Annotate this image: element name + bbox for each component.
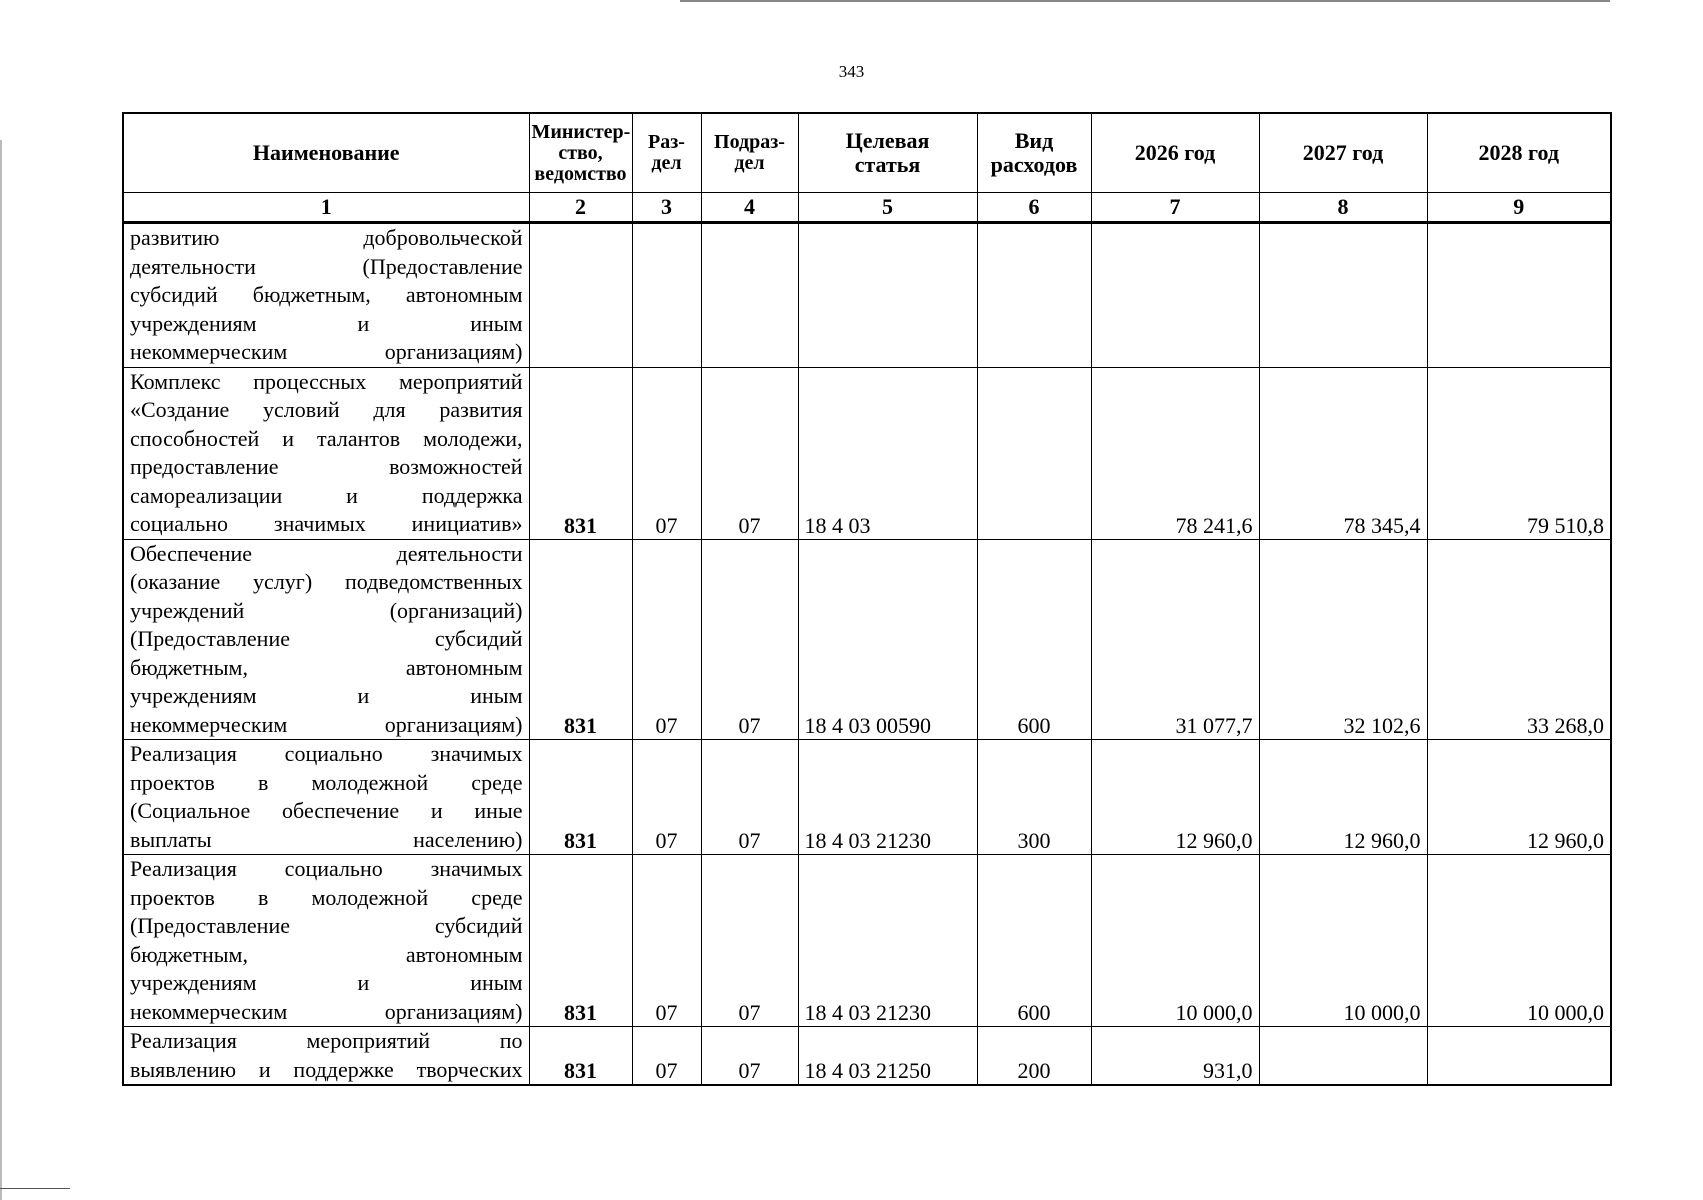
row-name-line: (Социальное обеспечение и иные: [130, 798, 523, 823]
row-expense-kind: 200: [977, 1027, 1091, 1086]
row-section: [632, 223, 701, 368]
header-kind: [977, 113, 1091, 193]
row-subsection: 07: [701, 367, 798, 539]
row-section: 07: [632, 740, 701, 855]
header-row: [123, 113, 1611, 193]
header-subsection-line: дел: [734, 152, 765, 174]
row-name-line: «Создание условий для развития: [130, 397, 523, 422]
row-ministry: 831: [529, 367, 632, 539]
row-section: 07: [632, 1027, 701, 1086]
table-row: [123, 367, 1611, 539]
column-number: 6: [977, 193, 1091, 223]
table-row: [123, 740, 1611, 855]
row-target-article: 18 4 03 21250: [798, 1027, 977, 1086]
header-section: [632, 113, 701, 193]
row-name-line: субсидий бюджетным, автономным: [130, 282, 523, 307]
column-number: 7: [1091, 193, 1259, 223]
row-section: 07: [632, 367, 701, 539]
row-name-line: некоммерческим организациям): [130, 339, 523, 364]
row-amount-2027: [1259, 1027, 1427, 1086]
row-name-line: социально значимых инициатив»: [130, 511, 523, 536]
row-amount-2027: [1259, 223, 1427, 368]
table-row: [123, 223, 1611, 368]
header-section-line: дел: [651, 152, 682, 174]
row-ministry: 831: [529, 539, 632, 740]
row-amount-2028: 12 960,0: [1427, 740, 1611, 855]
row-name-line: предоставление возможностей: [130, 454, 523, 479]
column-number: 1: [123, 193, 529, 223]
column-number: 4: [701, 193, 798, 223]
row-section: 07: [632, 855, 701, 1027]
header-subsection: [701, 113, 798, 193]
row-subsection: [701, 223, 798, 368]
row-name-line: бюджетным, автономным: [130, 941, 523, 967]
row-expense-kind: 600: [977, 855, 1091, 1027]
row-name: [123, 855, 529, 1027]
left-edge-line: [0, 140, 2, 1200]
left-bottom-rule: [0, 1188, 70, 1189]
table-row: [123, 1027, 1611, 1086]
row-name-line: некоммерческим организациям): [130, 711, 523, 737]
row-amount-2026: [1091, 223, 1259, 368]
row-name-line: проектов в молодежной среде: [130, 769, 523, 795]
table-row: [123, 539, 1611, 740]
row-name-line: выплаты населению): [130, 826, 523, 852]
header-ministry: [529, 113, 632, 193]
row-name-line: бюджетным, автономным: [130, 654, 523, 680]
row-ministry: 831: [529, 740, 632, 855]
row-expense-kind: 600: [977, 539, 1091, 740]
header-target: [798, 113, 977, 193]
row-ministry: [529, 223, 632, 368]
top-rule: [680, 0, 1610, 2]
row-target-article: 18 4 03 00590: [798, 539, 977, 740]
row-amount-2026: 12 960,0: [1091, 740, 1259, 855]
row-name: [123, 223, 529, 368]
row-name-line: (оказание услуг) подведомственных: [130, 569, 523, 594]
header-target-line: статья: [854, 152, 921, 177]
row-name: [123, 1027, 529, 1086]
row-amount-2028: 10 000,0: [1427, 855, 1611, 1027]
row-name-line: выявлению и поддержке творческих: [130, 1056, 523, 1082]
row-amount-2027: 32 102,6: [1259, 539, 1427, 740]
row-name-line: Реализация мероприятий по: [130, 1028, 523, 1053]
page-number: 343: [838, 62, 865, 81]
row-amount-2026: 78 241,6: [1091, 367, 1259, 539]
budget-table: [122, 112, 1612, 1086]
row-subsection: 07: [701, 539, 798, 740]
row-name-line: Реализация социально значимых: [130, 856, 523, 881]
row-section: 07: [632, 539, 701, 740]
row-target-article: 18 4 03 21230: [798, 855, 977, 1027]
row-name-line: учреждениям и иным: [130, 970, 523, 995]
row-amount-2028: 33 268,0: [1427, 539, 1611, 740]
row-target-article: 18 4 03 21230: [798, 740, 977, 855]
row-name-line: способностей и талантов молодежи,: [130, 425, 523, 451]
row-name-line: учреждениям и иным: [130, 683, 523, 708]
row-name-line: проектов в молодежной среде: [130, 884, 523, 910]
row-amount-2027: 78 345,4: [1259, 367, 1427, 539]
column-number: 3: [632, 193, 701, 223]
row-name-line: учреждений (организаций): [130, 597, 523, 623]
row-target-article: [798, 223, 977, 368]
header-2026: 2026 год: [1091, 113, 1259, 193]
row-amount-2026: 10 000,0: [1091, 855, 1259, 1027]
row-amount-2028: 79 510,8: [1427, 367, 1611, 539]
row-expense-kind: 300: [977, 740, 1091, 855]
header-ministry-line: ведомство: [534, 162, 627, 185]
row-amount-2028: [1427, 1027, 1611, 1086]
row-name: [123, 367, 529, 539]
row-amount-2028: [1427, 223, 1611, 368]
table-row: [123, 855, 1611, 1027]
header-name: Наименование: [123, 113, 529, 193]
row-name-line: самореализации и поддержка: [130, 482, 523, 508]
header-target-line: Целевая: [845, 128, 930, 153]
row-amount-2027: 10 000,0: [1259, 855, 1427, 1027]
row-name-line: некоммерческим организациям): [130, 998, 523, 1024]
column-number: 9: [1427, 193, 1611, 223]
row-expense-kind: [977, 367, 1091, 539]
column-number: 2: [529, 193, 632, 223]
header-ministry-line: Министер-: [531, 120, 631, 143]
row-name-line: развитию добровольческой: [130, 225, 523, 250]
row-name-line: деятельности (Предоставление: [130, 253, 523, 279]
table-body: [123, 223, 1611, 1086]
row-name-line: Комплекс процессных мероприятий: [130, 368, 523, 394]
row-subsection: 07: [701, 740, 798, 855]
header-ministry-line: ство,: [558, 141, 603, 164]
row-ministry: 831: [529, 855, 632, 1027]
column-number-row: [123, 193, 1611, 223]
column-number: 8: [1259, 193, 1427, 223]
header-kind-line: Вид: [1014, 128, 1054, 153]
header-2027: 2027 год: [1259, 113, 1427, 193]
row-name-line: учреждениям и иным: [130, 310, 523, 336]
row-ministry: 831: [529, 1027, 632, 1086]
row-name: [123, 539, 529, 740]
row-amount-2027: 12 960,0: [1259, 740, 1427, 855]
row-name-line: Обеспечение деятельности: [130, 540, 523, 566]
header-kind-line: расходов: [990, 152, 1078, 177]
row-target-article: 18 4 03: [798, 367, 977, 539]
header-subsection-line: Подраз-: [714, 131, 785, 153]
row-name-line: Реализация социально значимых: [130, 741, 523, 766]
header-section-line: Раз-: [648, 131, 685, 153]
row-name: [123, 740, 529, 855]
row-name-line: (Предоставление субсидий: [130, 626, 523, 651]
row-subsection: 07: [701, 1027, 798, 1086]
row-expense-kind: [977, 223, 1091, 368]
row-amount-2026: 931,0: [1091, 1027, 1259, 1086]
header-2028: 2028 год: [1427, 113, 1611, 193]
column-number: 5: [798, 193, 977, 223]
row-name-line: (Предоставление субсидий: [130, 913, 523, 938]
row-amount-2026: 31 077,7: [1091, 539, 1259, 740]
row-subsection: 07: [701, 855, 798, 1027]
